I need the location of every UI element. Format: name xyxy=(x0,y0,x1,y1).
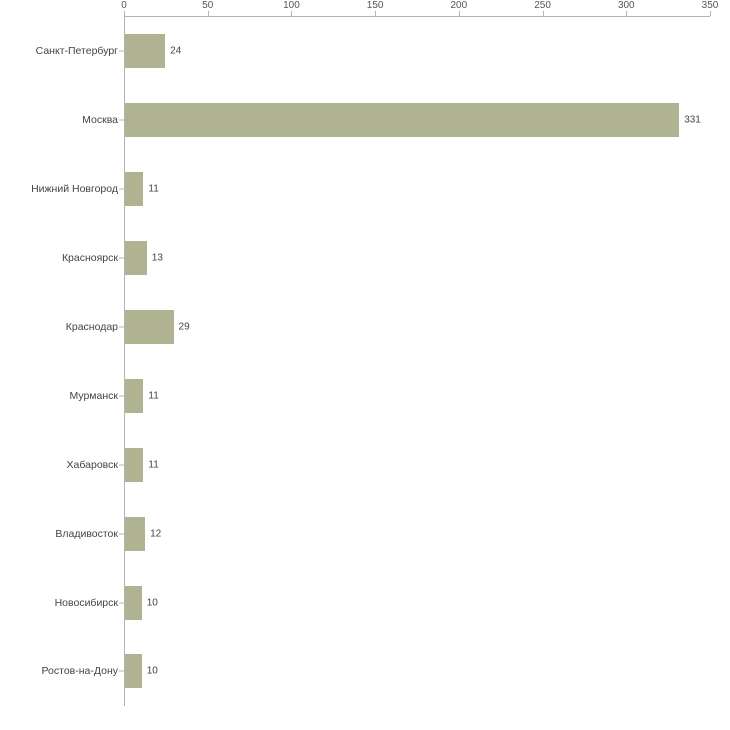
x-tick-label: 350 xyxy=(701,0,719,11)
bar-value-label: 10 xyxy=(146,665,158,677)
bar-row xyxy=(0,568,730,637)
y-tick-mark xyxy=(119,671,124,672)
x-tick-mark xyxy=(459,11,460,16)
bar-value-label: 11 xyxy=(148,390,159,402)
bar[interactable] xyxy=(125,448,143,482)
bar[interactable] xyxy=(125,172,143,206)
category-label: Хабаровск xyxy=(66,458,118,471)
category-label: Санкт-Петербург xyxy=(35,45,118,58)
y-tick-mark xyxy=(119,258,124,259)
x-tick-label: 0 xyxy=(121,0,127,11)
x-tick-label: 300 xyxy=(617,0,635,11)
bar-row xyxy=(0,293,730,362)
bar[interactable] xyxy=(125,517,145,551)
category-label: Новосибирск xyxy=(54,596,118,609)
category-label: Владивосток xyxy=(55,527,118,540)
y-tick-mark xyxy=(119,189,124,190)
x-tick-mark xyxy=(543,11,544,16)
x-tick-mark xyxy=(124,11,125,16)
bar-row xyxy=(0,86,730,155)
y-tick-mark xyxy=(119,51,124,52)
category-label: Нижний Новгород xyxy=(31,183,118,196)
bar-row xyxy=(0,430,730,499)
y-tick-mark xyxy=(119,120,124,121)
bar-value-label: 11 xyxy=(148,183,159,195)
bar-value-label: 13 xyxy=(151,252,163,264)
y-tick-mark xyxy=(119,602,124,603)
category-label: Краснодар xyxy=(65,321,118,333)
x-tick-mark xyxy=(208,11,209,16)
category-label: Ростов-на-Дону xyxy=(41,665,118,678)
bar-value-label: 11 xyxy=(148,459,159,471)
y-tick-mark xyxy=(119,533,124,534)
bar-value-label: 331 xyxy=(684,114,701,126)
bar-row xyxy=(0,17,730,86)
bar-row xyxy=(0,155,730,224)
x-tick-mark xyxy=(710,11,711,16)
x-tick-label: 200 xyxy=(450,0,468,11)
bar[interactable] xyxy=(125,310,174,344)
bar-row xyxy=(0,499,730,568)
bar[interactable] xyxy=(125,103,679,137)
y-tick-mark xyxy=(119,327,124,328)
category-label: Мурманск xyxy=(69,389,118,402)
bar-value-label: 12 xyxy=(150,528,162,540)
category-label: Москва xyxy=(82,114,118,127)
x-tick-mark xyxy=(291,11,292,16)
x-tick-label: 150 xyxy=(366,0,384,11)
bar-value-label: 10 xyxy=(146,597,158,609)
x-tick-mark xyxy=(375,11,376,16)
x-tick-mark xyxy=(626,11,627,16)
bar[interactable] xyxy=(125,379,143,413)
bar[interactable] xyxy=(125,34,165,68)
y-tick-mark xyxy=(119,395,124,396)
y-tick-mark xyxy=(119,464,124,465)
bar-value-label: 29 xyxy=(178,321,190,333)
x-tick-label: 250 xyxy=(534,0,551,11)
bar-row xyxy=(0,224,730,293)
bar[interactable] xyxy=(125,586,142,620)
bar-value-label: 24 xyxy=(170,45,182,57)
bar[interactable] xyxy=(125,654,142,688)
bar-rows xyxy=(0,17,730,706)
x-tick-label: 100 xyxy=(283,0,300,11)
bar-row xyxy=(0,637,730,706)
x-tick-label: 50 xyxy=(202,0,214,11)
category-label: Красноярск xyxy=(61,252,118,265)
bar-row xyxy=(0,361,730,430)
bar[interactable] xyxy=(125,241,147,275)
